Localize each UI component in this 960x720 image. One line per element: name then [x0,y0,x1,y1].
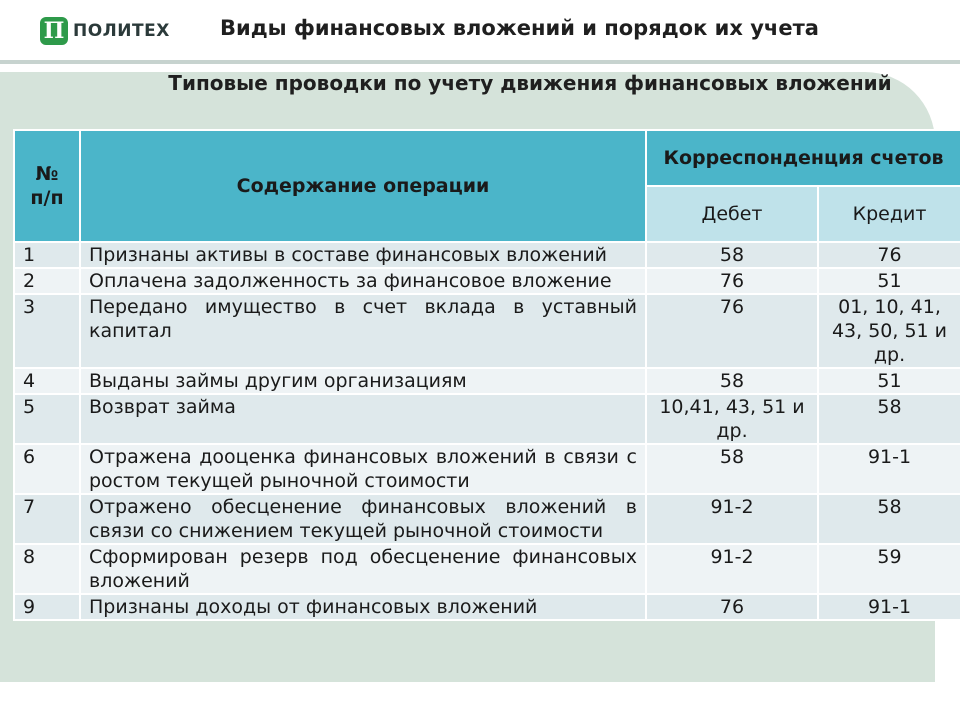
postings-table [13,129,960,621]
row-operation: Выданы займы другим организациям [80,368,646,394]
row-credit: 76 [818,242,960,268]
table-row [14,368,960,394]
row-operation: Отражена дооценка финансовых вложений в связи с ростом текущей рыночной стоимости [80,444,646,494]
row-number: 2 [14,268,80,294]
row-debit: 58 [646,444,818,494]
header-credit: Кредит [818,186,960,242]
row-debit: 76 [646,294,818,368]
row-credit: 91-1 [818,594,960,620]
row-credit: 91-1 [818,444,960,494]
row-credit: 01, 10, 41, 43, 50, 51 и др. [818,294,960,368]
header-correspondence: Корреспонденция счетов [646,130,960,186]
table-row [14,494,960,544]
row-debit: 58 [646,368,818,394]
table-row [14,544,960,594]
row-number: 5 [14,394,80,444]
row-number: 3 [14,294,80,368]
table-row [14,594,960,620]
row-operation: Признаны доходы от финансовых вложений [80,594,646,620]
row-number: 8 [14,544,80,594]
header-divider [0,60,960,64]
row-credit: 58 [818,494,960,544]
header-number: № п/п [14,130,80,242]
row-number: 9 [14,594,80,620]
row-debit: 76 [646,268,818,294]
logo-icon: П [40,17,68,45]
table-row [14,268,960,294]
row-debit: 91-2 [646,494,818,544]
row-debit: 76 [646,594,818,620]
row-number: 1 [14,242,80,268]
politech-logo [40,16,170,46]
table-caption: Типовые проводки по учету движения финансовых вложений [168,71,892,95]
slide-header [0,0,960,60]
row-credit: 51 [818,268,960,294]
table-row [14,394,960,444]
row-number: 6 [14,444,80,494]
row-credit: 58 [818,394,960,444]
row-operation: Оплачена задолженность за финансовое вложение [80,268,646,294]
row-credit: 59 [818,544,960,594]
row-number: 7 [14,494,80,544]
table-row [14,294,960,368]
header-operation: Содержание операции [80,130,646,242]
logo-text: ПОЛИТЕХ [73,21,170,41]
header-debit: Дебет [646,186,818,242]
row-operation: Признаны активы в составе финансовых вложений [80,242,646,268]
row-credit: 51 [818,368,960,394]
row-operation: Отражено обесценение финансовых вложений в связи со снижением текущей рыночной стоимости [80,494,646,544]
table-row [14,444,960,494]
row-debit: 91-2 [646,544,818,594]
row-debit: 10,41, 43, 51 и др. [646,394,818,444]
row-number: 4 [14,368,80,394]
row-debit: 58 [646,242,818,268]
row-operation: Сформирован резерв под обесценение финансовых вложений [80,544,646,594]
slide-title: Виды финансовых вложений и порядок их учета [220,16,819,40]
table-row [14,242,960,268]
row-operation: Передано имущество в счет вклада в уставный капитал [80,294,646,368]
row-operation: Возврат займа [80,394,646,444]
